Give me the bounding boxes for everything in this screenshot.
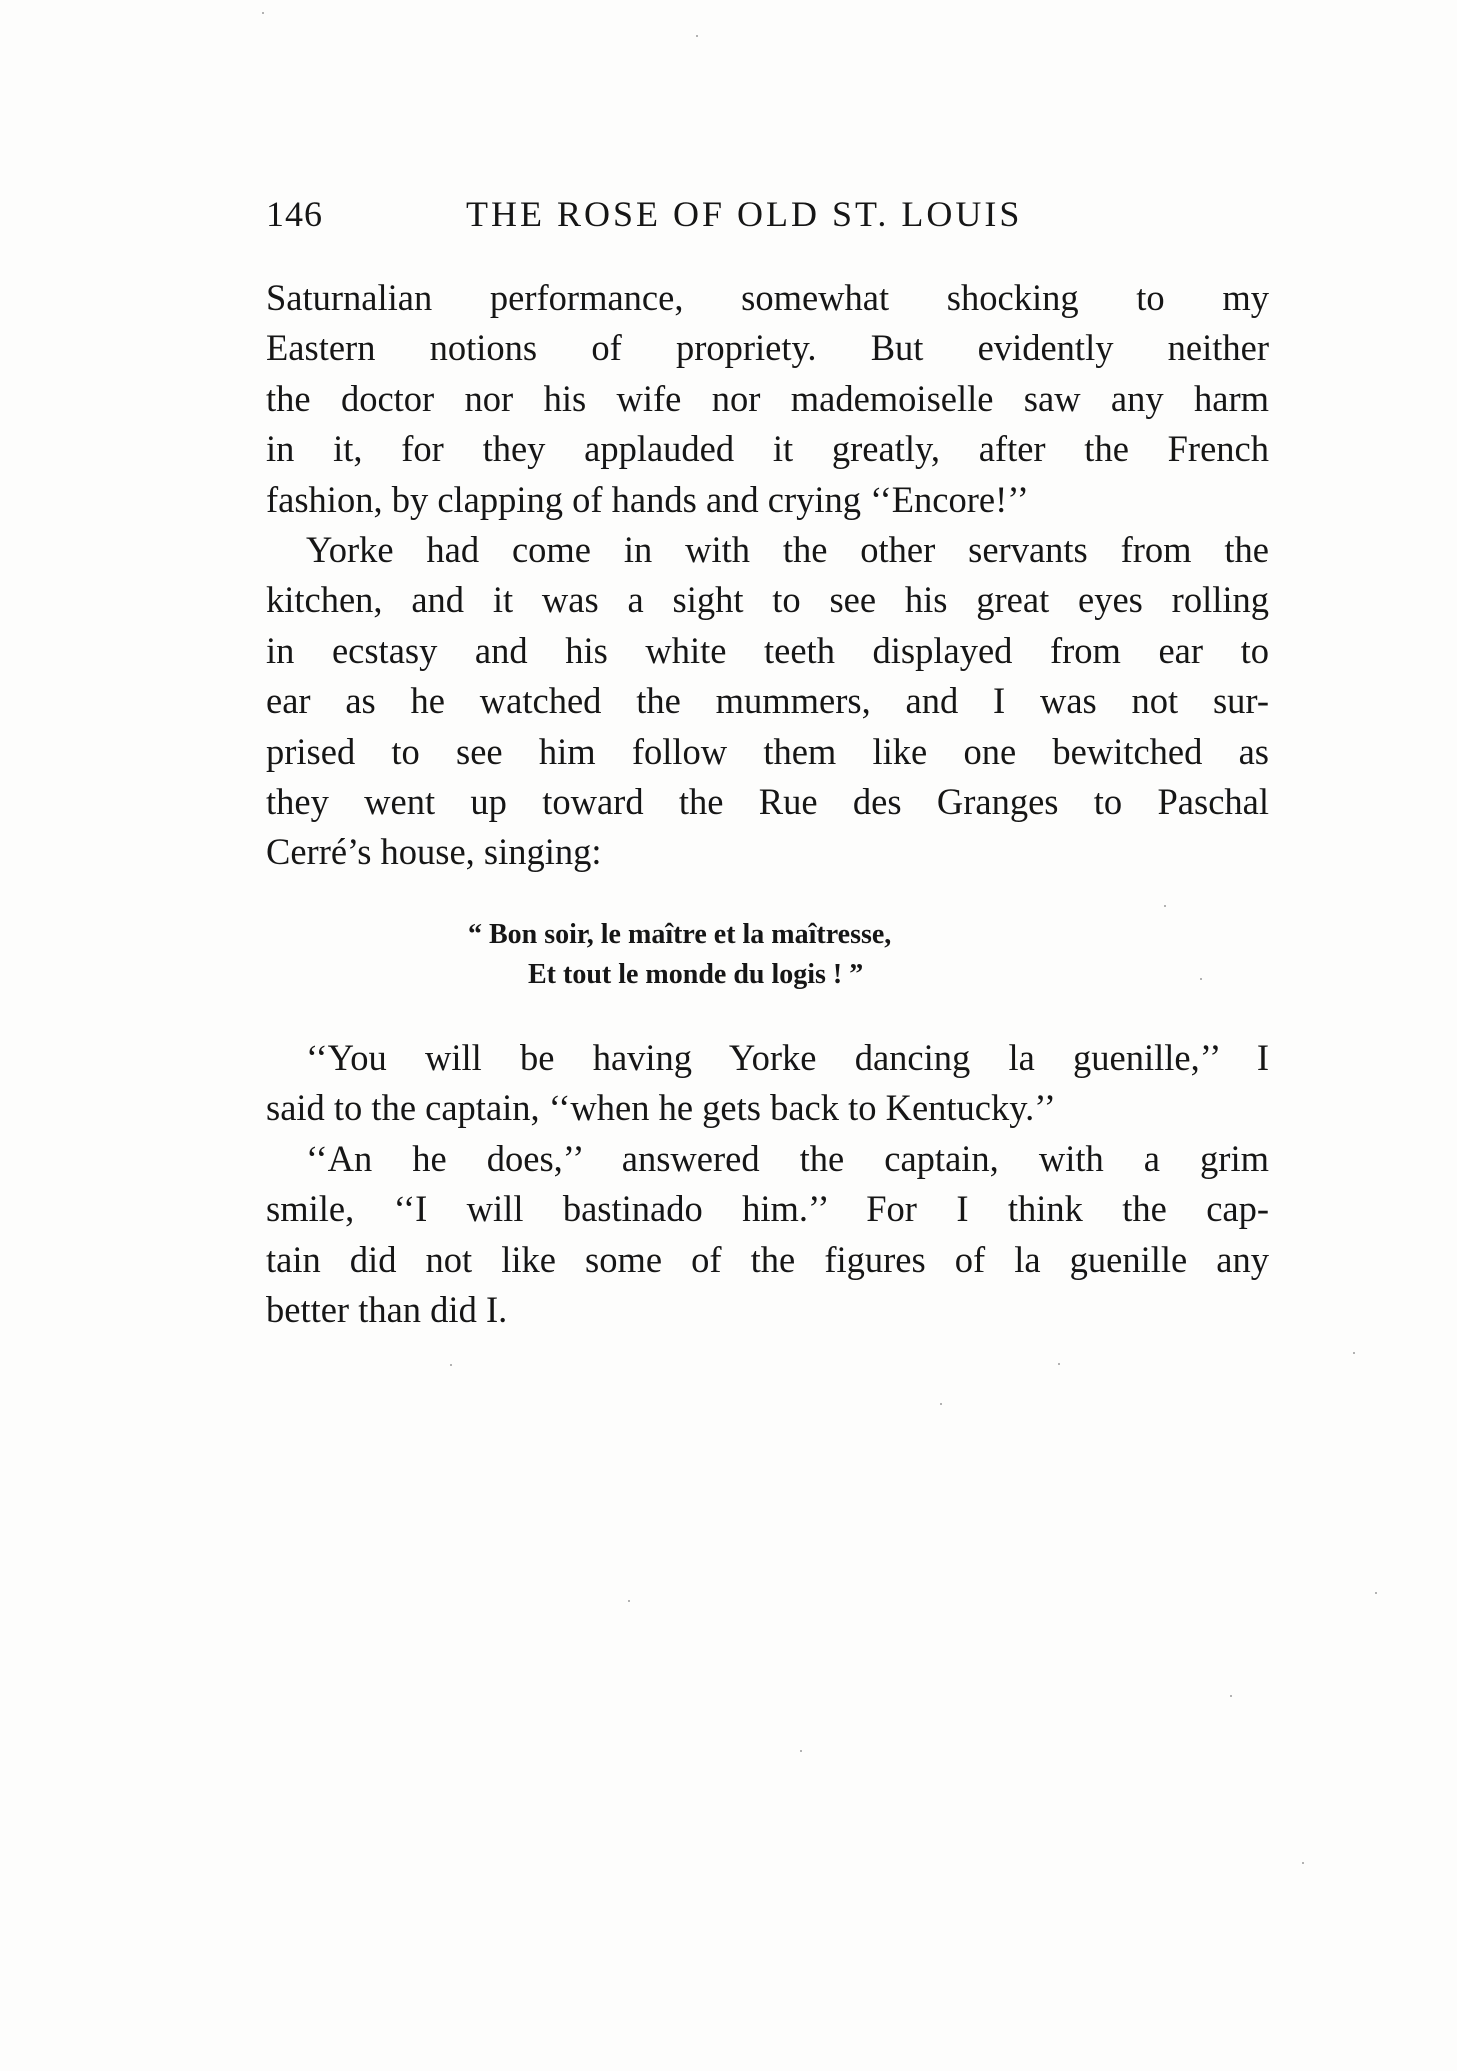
scan-speck — [940, 1403, 942, 1405]
scan-speck — [1058, 1363, 1060, 1365]
scan-speck — [1164, 905, 1166, 907]
text-line: in it, for they applauded it greatly, after the French — [266, 428, 1269, 470]
text-line: Saturnalian performance, somewhat shocking to my — [266, 277, 1269, 318]
scan-speck — [1353, 1352, 1355, 1354]
text-line: they went up toward the Rue des Granges to Paschal — [266, 780, 1269, 822]
text-line: better than did I. — [266, 1288, 508, 1330]
text-line: ear as he watched the mummers, and I was not sur- — [266, 680, 1269, 722]
text-line: Cerré’s house, singing: — [266, 831, 602, 873]
verse-line: “ Bon soir, le maître et la maîtresse, — [468, 919, 892, 950]
scan-speck — [1375, 1592, 1377, 1594]
scan-speck — [450, 1364, 452, 1366]
text-line: ‘‘An he does,’’ answered the captain, with a grim — [306, 1137, 1269, 1179]
text-line: kitchen, and it was a sight to see his great eyes rolling — [266, 579, 1269, 621]
text-line: ‘‘You will be having Yorke dancing la guenille,’’ I — [306, 1037, 1269, 1078]
running-header — [266, 193, 1266, 243]
scan-speck — [800, 1750, 802, 1752]
text-block-lower — [266, 1033, 1269, 1335]
text-line: smile, ‘‘I will bastinado him.’’ For I think the cap- — [266, 1188, 1269, 1230]
text-line: the doctor nor his wife nor mademoiselle saw any harm — [266, 377, 1269, 419]
text-line: tain did not like some of the figures of la guenille any — [266, 1238, 1269, 1280]
scan-speck — [1302, 1862, 1304, 1864]
text-line: said to the captain, ‘‘when he gets back to Kentucky.’’ — [266, 1087, 1056, 1129]
scan-speck — [262, 12, 264, 14]
running-title: THE ROSE OF OLD ST. LOUIS — [466, 194, 1023, 234]
text-block-upper — [266, 273, 1269, 878]
text-line: Eastern notions of propriety. But evidently neither — [266, 327, 1269, 369]
text-line: in ecstasy and his white teeth displayed from ear to — [266, 629, 1269, 671]
scan-speck — [1200, 978, 1202, 980]
text-line: Yorke had come in with the other servants from the — [306, 528, 1269, 570]
page-number: 146 — [266, 194, 323, 234]
verse-line: Et tout le monde du logis ! ” — [528, 959, 864, 990]
text-line: prised to see him follow them like one bewitched as — [266, 730, 1269, 772]
scan-speck — [696, 35, 698, 37]
scan-speck — [628, 1600, 630, 1602]
song-verse — [0, 915, 1457, 995]
text-line: fashion, by clapping of hands and crying ‘‘Encore!’’ — [266, 478, 1029, 520]
scan-speck — [1230, 1695, 1232, 1697]
